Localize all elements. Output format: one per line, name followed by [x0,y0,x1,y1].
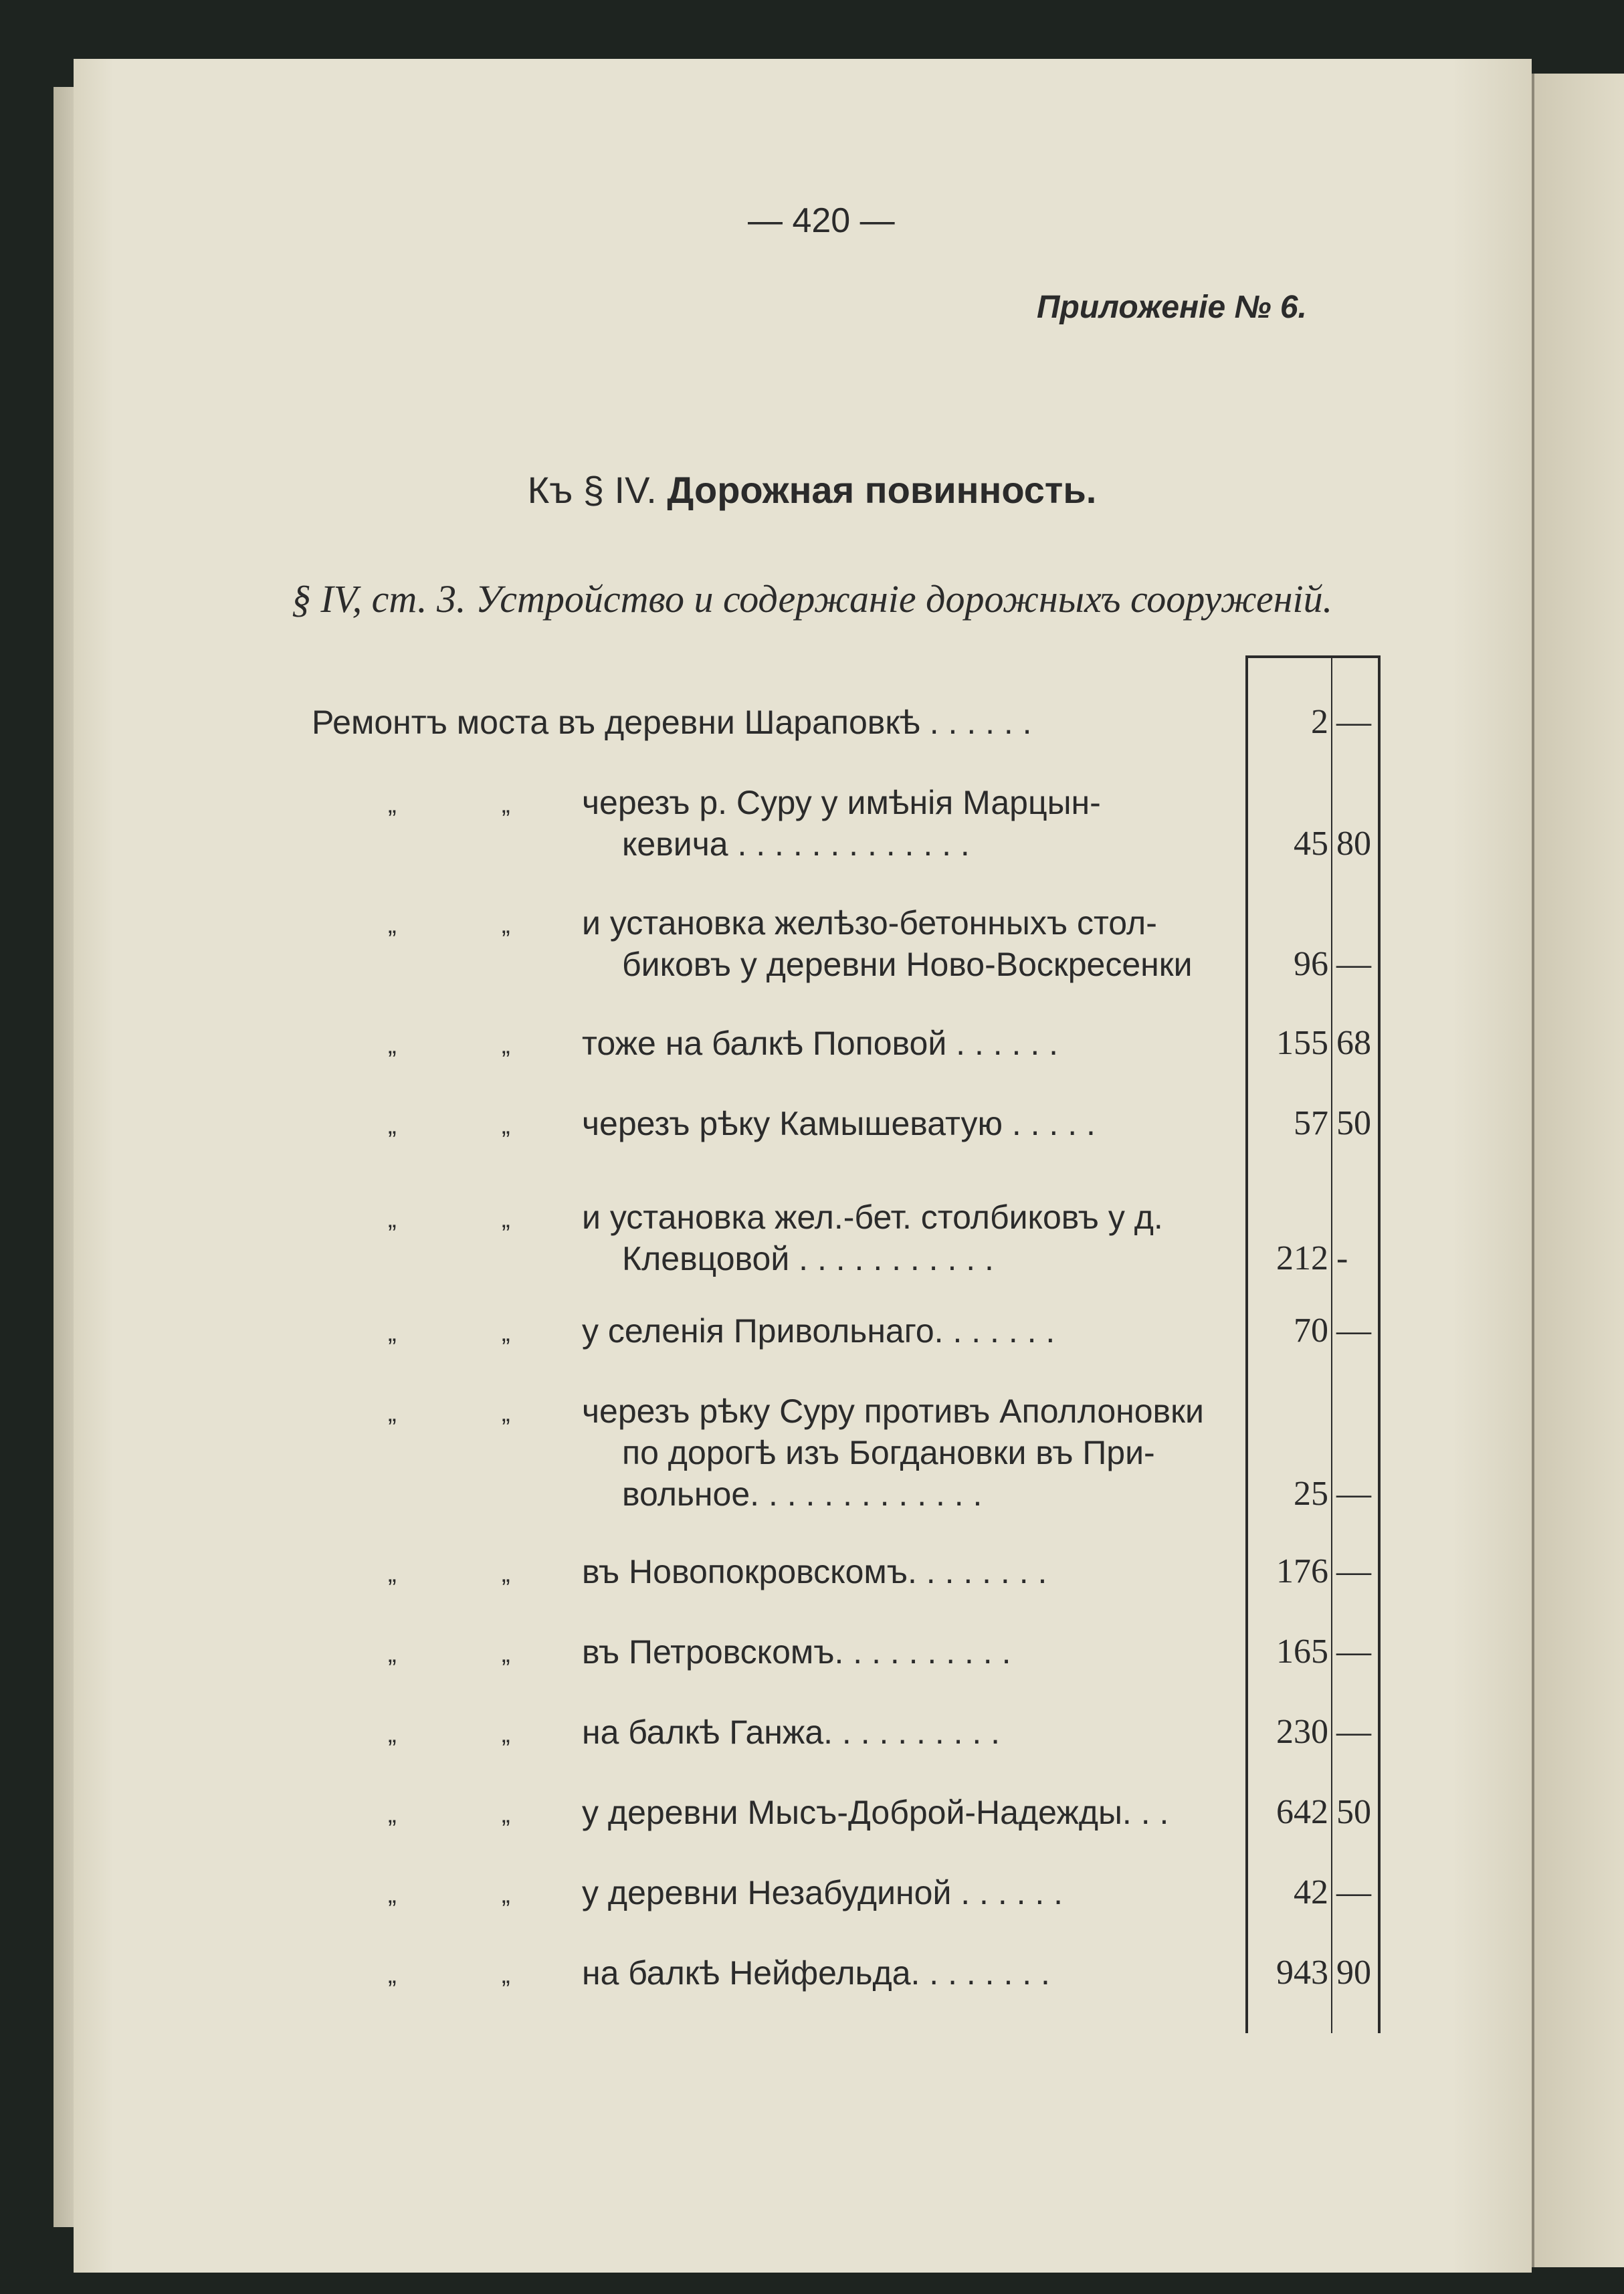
ditto-mark: „ [502,1031,510,1059]
ditto-mark: „ [502,1720,510,1748]
ditto-mark: „ [502,1112,510,1140]
row-description: у селенiя Привольнаго. . . . . . . [582,1312,1055,1350]
amount-rubles: 70 [1294,1312,1328,1350]
amount-rubles: 165 [1276,1633,1328,1671]
ditto-mark: „ [502,1560,510,1588]
amount-kopecks: — [1336,1312,1371,1350]
row-description: у деревни Незабудиной . . . . . . [582,1874,1063,1911]
table-rule-right [1378,655,1381,2033]
amount-kopecks: 68 [1336,1024,1371,1062]
ditto-mark: „ [502,1319,510,1347]
ditto-mark: „ [388,1399,397,1427]
ditto-mark: „ [388,1031,397,1059]
amount-kopecks: — [1336,1873,1371,1911]
ditto-mark: „ [502,1399,510,1427]
row-description: черезъ р. Суру у имѣнiя Марцын- [582,784,1101,821]
row-description: и установка жел.-бет. столбиковъ у д. [582,1198,1163,1236]
ditto-mark: „ [388,1800,397,1829]
ditto-mark: „ [388,1112,397,1140]
amount-kopecks: 90 [1336,1954,1371,1992]
row-description: тоже на балкѣ Поповой . . . . . . [582,1025,1058,1062]
amount-rubles: 230 [1276,1713,1328,1751]
amount-rubles: 176 [1276,1552,1328,1590]
section-title [0,468,1624,512]
ditto-mark: „ [388,1720,397,1748]
amount-rubles: 212 [1276,1239,1328,1277]
row-description: по дорогѣ изъ Богдановки въ При- [622,1434,1155,1471]
appendix-label: Приложенiе № 6. [1037,290,1307,325]
amount-kopecks: - [1336,1239,1348,1277]
row-description: черезъ рѣку Камышеватую . . . . . [582,1105,1096,1142]
ditto-mark: „ [502,911,510,939]
ditto-mark: „ [502,1640,510,1668]
page-number: — 420 — [748,201,895,240]
amount-kopecks: 50 [1336,1104,1371,1142]
amount-rubles: 25 [1294,1475,1328,1513]
subtitle: § IV, ст. 3. Устройство и содержанiе дорожныхъ сооруженiй. [291,577,1333,621]
row-description: на балкѣ Нейфельда. . . . . . . . [582,1954,1050,1992]
section-prefix: Къ § IV. [527,469,657,511]
next-page-edge [1532,74,1624,2267]
row-description: биковъ у деревни Ново-Воскресенки [622,946,1193,983]
amount-kopecks: — [1336,1552,1371,1590]
table-rule-top [1245,655,1381,658]
row-description: у деревни Мысъ-Доброй-Надежды. . . [582,1794,1169,1831]
ditto-mark: „ [388,1560,397,1588]
row-description: Клевцовой . . . . . . . . . . . [622,1240,994,1277]
row-description: черезъ рѣку Суру противъ Аполлоновки [582,1392,1204,1430]
amount-rubles: 943 [1276,1954,1328,1992]
amount-rubles: 96 [1294,945,1328,983]
amount-rubles: 57 [1294,1104,1328,1142]
amount-kopecks: — [1336,703,1371,741]
row-description: вольное. . . . . . . . . . . . . [622,1475,983,1513]
amount-kopecks: — [1336,945,1371,983]
amount-kopecks: 80 [1336,825,1371,863]
amount-rubles: 155 [1276,1024,1328,1062]
section-title-bold: Дорожная повинность. [667,469,1097,511]
row-description: на балкѣ Ганжа. . . . . . . . . . [582,1713,1001,1751]
row-description: въ Новопокровскомъ. . . . . . . . [582,1553,1047,1590]
amount-kopecks: 50 [1336,1793,1371,1831]
amount-kopecks: — [1336,1475,1371,1513]
ditto-mark: „ [502,1800,510,1829]
ditto-mark: „ [502,1961,510,1989]
ditto-mark: „ [388,791,397,819]
amount-kopecks: — [1336,1713,1371,1751]
ditto-mark: „ [388,1319,397,1347]
table-rule-mid [1331,655,1332,2033]
row-description: Ремонтъ моста въ деревни Шараповкѣ . . . . . . [312,704,1032,741]
row-description: и установка желѣзо-бетонныхъ стол- [582,904,1157,942]
ditto-mark: „ [388,911,397,939]
ditto-mark: „ [502,1881,510,1909]
ditto-mark: „ [388,1881,397,1909]
book-page [74,59,1532,2273]
ditto-mark: „ [388,1640,397,1668]
amount-rubles: 42 [1294,1873,1328,1911]
ditto-mark: „ [502,791,510,819]
ditto-mark: „ [502,1205,510,1233]
ditto-mark: „ [388,1961,397,1989]
ditto-mark: „ [388,1205,397,1233]
amount-kopecks: — [1336,1633,1371,1671]
row-description: кевича . . . . . . . . . . . . . [622,825,970,863]
amount-rubles: 2 [1311,703,1328,741]
amount-rubles: 642 [1276,1793,1328,1831]
amount-rubles: 45 [1294,825,1328,863]
row-description: въ Петровскомъ. . . . . . . . . . [582,1633,1011,1671]
